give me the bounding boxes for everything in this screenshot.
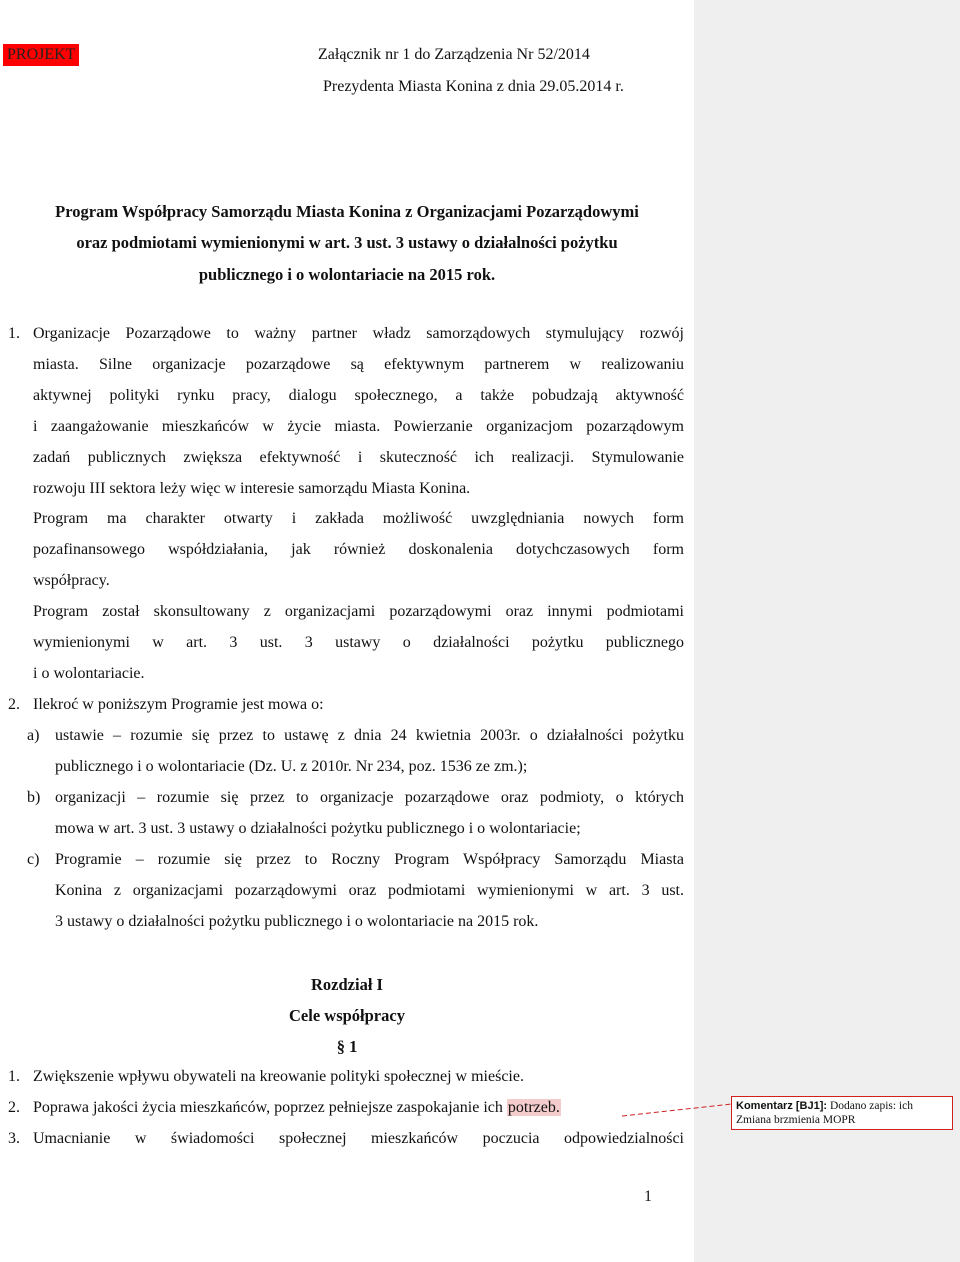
commented-text-highlight[interactable]: potrzeb. bbox=[507, 1099, 560, 1116]
section-2-number: 2. bbox=[8, 696, 20, 713]
document-title-line-3: publicznego i o wolontariacie na 2015 rok. bbox=[198, 265, 496, 284]
section-2-intro: Ilekroć w poniższym Programie jest mowa o: bbox=[33, 696, 324, 713]
chapter-title: Rozdział I bbox=[311, 975, 383, 994]
section-1-line: aktywnej polityki rynku pracy, dialogu społecznego, a także pobudzają aktywność bbox=[33, 387, 684, 404]
chapter-subtitle: Cele współpracy bbox=[289, 1006, 405, 1025]
section-1-line: rozwoju III sektora leży więc w interesie samorządu Miasta Konina. bbox=[33, 480, 471, 497]
section-1-line: miasta. Silne organizacje pozarządowe są efektywnym partnerem w realizowaniu bbox=[33, 356, 684, 373]
page-number: 1 bbox=[644, 1188, 652, 1205]
comment-text: Dodano zapis: ich Zmiana brzmienia MOPR bbox=[736, 1100, 913, 1126]
comment-balloon[interactable] bbox=[731, 1096, 953, 1130]
section-1-line: Organizacje Pozarządowe to ważny partner władz samorządowych stymulujący rozwój bbox=[33, 325, 684, 342]
section-1-line: i zaangażowanie mieszkańców w życie miasta. Powierzanie organizacjom pozarządowym bbox=[33, 418, 684, 435]
goal-text-main: Poprawa jakości życia mieszkańców, poprzez pełniejsze zaspokajanie ich bbox=[33, 1099, 507, 1116]
document-title-line-2: oraz podmiotami wymienionymi w art. 3 ust. 3 ustawy o działalności pożytku bbox=[76, 233, 618, 252]
definition-a-line: ustawie – rozumie się przez to ustawę z dnia 24 kwietnia 2003r. o działalności pożytku bbox=[55, 727, 684, 744]
goal-number: 1. bbox=[8, 1068, 20, 1085]
section-1-line: zadań publicznych zwiększa efektywność i skuteczność ich realizacji. Stymulowanie bbox=[33, 449, 684, 466]
goal-text bbox=[33, 1099, 561, 1117]
document-title-line-1: Program Współpracy Samorządu Miasta Konina z Organizacjami Pozarządowymi bbox=[55, 202, 639, 221]
definition-letter-b: b) bbox=[27, 789, 41, 806]
comment-margin-pane bbox=[694, 0, 960, 1262]
header-line-1: Załącznik nr 1 do Zarządzenia Nr 52/2014 bbox=[318, 46, 590, 63]
goal-number: 2. bbox=[8, 1099, 20, 1116]
goal-text: Umacnianie w świadomości społecznej mieszkańców poczucia odpowiedzialności bbox=[33, 1130, 684, 1147]
section-1-line: pozafinansowego współdziałania, jak również doskonalenia dotychczasowych form bbox=[33, 541, 684, 558]
section-1-line: i o wolontariacie. bbox=[33, 665, 145, 682]
paragraph-mark: § 1 bbox=[336, 1037, 358, 1056]
section-1-line: Program został skonsultowany z organizacjami pozarządowymi oraz innymi podmiotami bbox=[33, 603, 684, 620]
definition-b-line: mowa w art. 3 ust. 3 ustawy o działalności pożytku publicznego i o wolontariacie; bbox=[55, 820, 581, 837]
section-1-line: wymienionymi w art. 3 ust. 3 ustawy o działalności pożytku publicznego bbox=[33, 634, 684, 651]
comment-connector bbox=[620, 1100, 735, 1120]
draft-badge: PROJEKT bbox=[3, 44, 79, 66]
definition-c-line: Konina z organizacjami pozarządowymi oraz podmiotami wymienionymi w art. 3 ust. bbox=[55, 882, 684, 899]
section-1-line: współpracy. bbox=[33, 572, 110, 589]
section-1-number: 1. bbox=[8, 325, 20, 342]
definition-letter-c: c) bbox=[27, 851, 40, 868]
definition-a-line: publicznego i o wolontariacie (Dz. U. z 2010r. Nr 234, poz. 1536 ze zm.); bbox=[55, 758, 528, 775]
definition-letter-a: a) bbox=[27, 727, 40, 744]
goal-text: Zwiększenie wpływu obywateli na kreowanie polityki społecznej w mieście. bbox=[33, 1068, 524, 1085]
comment-label: Komentarz [BJ1]: bbox=[736, 1100, 828, 1112]
definition-c-line: Programie – rozumie się przez to Roczny Program Współpracy Samorządu Miasta bbox=[55, 851, 684, 868]
goal-number: 3. bbox=[8, 1130, 20, 1147]
definition-b-line: organizacji – rozumie się przez to organizacje pozarządowe oraz podmioty, o których bbox=[55, 789, 684, 806]
header-line-2: Prezydenta Miasta Konina z dnia 29.05.2014 r. bbox=[323, 78, 624, 95]
section-1-line: Program ma charakter otwarty i zakłada możliwość uwzględniania nowych form bbox=[33, 510, 684, 527]
definition-c-line: 3 ustawy o działalności pożytku publicznego i o wolontariacie na 2015 rok. bbox=[55, 913, 539, 930]
